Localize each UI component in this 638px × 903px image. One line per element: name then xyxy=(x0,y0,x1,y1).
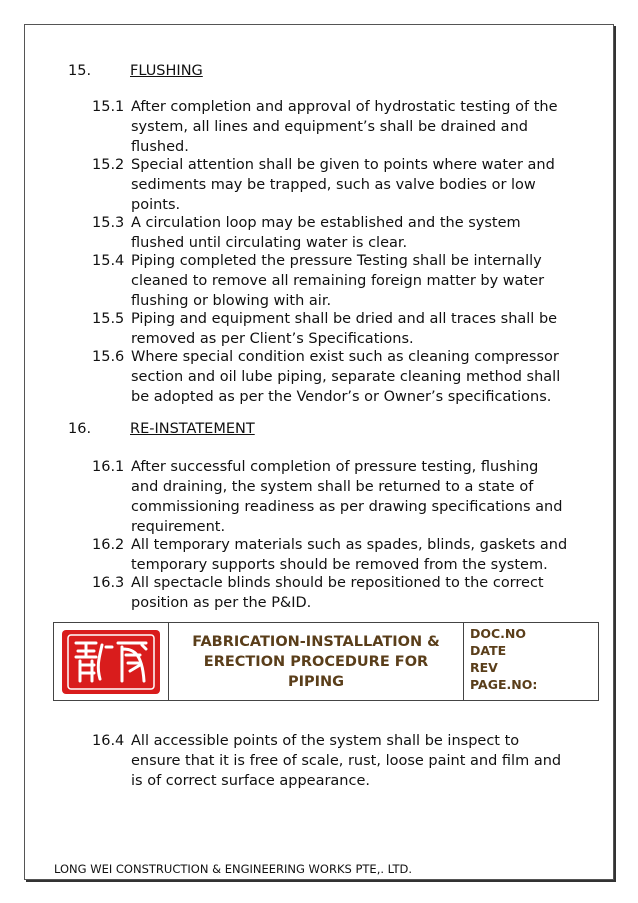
list-item-16-3: 16.3 All spectacle blinds should be repositioned to the correct position as per the P&ID. xyxy=(92,575,544,611)
document-header-table xyxy=(53,622,599,701)
list-item-16-4: 16.4 All accessible points of the system shall be inspect to ensure that it is free of scale, rust, loose paint and film and is of correct surface appearance. xyxy=(92,733,562,789)
document-meta xyxy=(464,623,598,700)
section-heading-15: 15. FLUSHING xyxy=(68,63,203,79)
list-item-15-6: 15.6 Where special condition exist such as cleaning compressor section and oil lube piping, separate cleaning method shall be adopted as per the Vendor’s or Owner’s specifications. xyxy=(92,349,561,405)
logo-cell xyxy=(54,623,169,700)
document-title: FABRICATION-INSTALLATION & ERECTION PROCEDURE FOR PIPING xyxy=(169,623,464,700)
list-item-15-2: 15.2 Special attention shall be given to points where water and sediments may be trapped, such as valve bodies or low points. xyxy=(92,157,555,213)
page-footer: LONG WEI CONSTRUCTION & ENGINEERING WORKS PTE,. LTD. xyxy=(54,862,413,876)
list-item-15-4: 15.4 Piping completed the pressure Testing shall be internally cleaned to remove all remaining foreign matter by water flushing or blowing with air. xyxy=(92,253,545,309)
list-item-15-3: 15.3 A circulation loop may be established and the system flushed until circulating water is clear. xyxy=(92,215,521,251)
date-label: DATE xyxy=(470,643,507,658)
list-item-16-1: 16.1 After successful completion of pressure testing, flushing and draining, the system shall be returned to a state of commissioning readiness as per drawing specifications and requirement. xyxy=(92,459,563,535)
list-item-15-1: 15.1 After completion and approval of hydrostatic testing of the system, all lines and equipment’s shall be drained and flushed. xyxy=(92,99,558,155)
page-no-label: PAGE.NO: xyxy=(470,677,538,692)
list-item-15-5: 15.5 Piping and equipment shall be dried and all traces shall be removed as per Client’s Specifications. xyxy=(92,311,558,347)
list-item-16-2: 16.2 All temporary materials such as spades, blinds, gaskets and temporary supports should be removed from the system. xyxy=(92,537,568,573)
section-heading-16: 16. RE-INSTATEMENT xyxy=(68,421,255,437)
doc-no-label: DOC.NO xyxy=(470,626,527,641)
rev-label: REV xyxy=(470,660,498,675)
company-logo xyxy=(62,630,160,694)
seal-icon xyxy=(66,633,156,691)
